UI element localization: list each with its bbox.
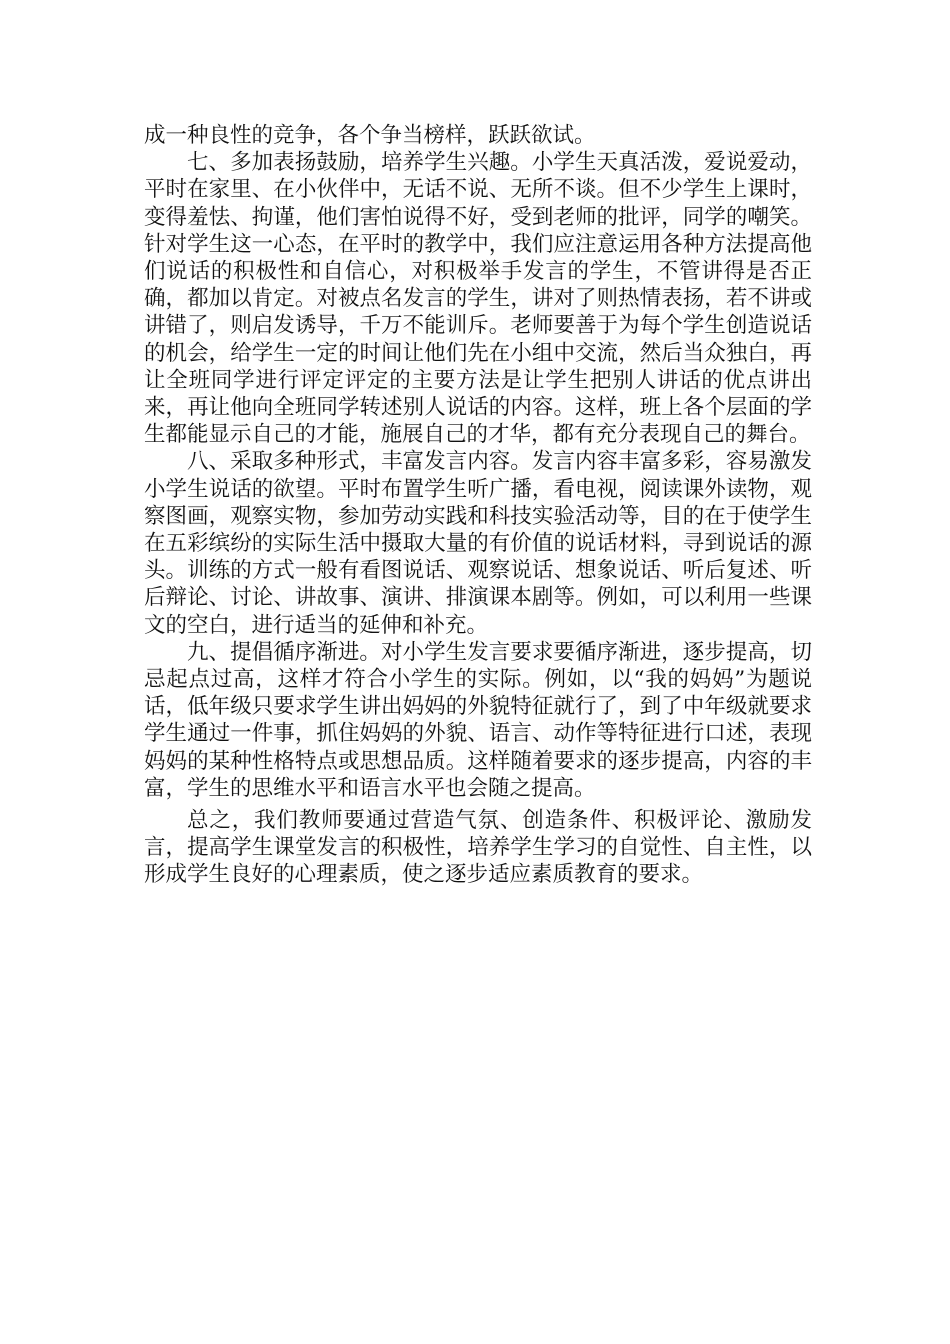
- paragraph-section-9: 九、提倡循序渐进。对小学生发言要求要循序渐进，逐步提高，切忌起点过高，这样才符合小学生的实际。例如，以“我的妈妈”为题说话，低年级只要求学生讲出妈妈的外貌特征就行了，到了中年级就要求学生通过一件事，抓住妈妈的外貌、语言、动作等特征进行口述，表现妈妈的某种性格特点或思想品质。这样随着要求的逐步提高，内容的丰富，学生的思维水平和语言水平也会随之提高。: [144, 639, 812, 801]
- document-page: [144, 122, 812, 889]
- paragraph-section-8: 八、采取多种形式，丰富发言内容。发言内容丰富多彩，容易激发小学生说话的欲望。平时布置学生听广播，看电视，阅读课外读物，观察图画，观察实物，参加劳动实践和科技实验活动等，目的在于使学生在五彩缤纷的实际生活中摄取大量的有价值的说话材料，寻到说话的源头。训练的方式一般有看图说话、观察说话、想象说话、听后复述、听后辩论、讨论、讲故事、演讲、排演课本剧等。例如，可以利用一些课文的空白，进行适当的延伸和补充。: [144, 449, 812, 638]
- paragraph-section-7: 七、多加表扬鼓励，培养学生兴趣。小学生天真活泼，爱说爱动，平时在家里、在小伙伴中，无话不说、无所不谈。但不少学生上课时，变得羞怯、拘谨，他们害怕说得不好，受到老师的批评，同学的嘲笑。针对学生这一心态，在平时的教学中，我们应注意运用各种方法提高他们说话的积极性和自信心，对积极举手发言的学生，不管讲得是否正确，都加以肯定。对被点名发言的学生，讲对了则热情表扬，若不讲或讲错了，则启发诱导，千万不能训斥。老师要善于为每个学生创造说话的机会，给学生一定的时间让他们先在小组中交流，然后当众独白，再让全班同学进行评定评定的主要方法是让学生把别人讲话的优点讲出来，再让他向全班同学转述别人说话的内容。这样，班上各个层面的学生都能显示自己的才能，施展自己的才华，都有充分表现自己的舞台。: [144, 150, 812, 448]
- paragraph-continuation: 成一种良性的竞争，各个争当榜样，跃跃欲试。: [144, 123, 596, 148]
- paragraph-conclusion: 总之，我们教师要通过营造气氛、创造条件、积极评论、激励发言，提高学生课堂发言的积极性，培养学生学习的自觉性、自主性，以形成学生良好的心理素质，使之逐步适应素质教育的要求。: [144, 808, 812, 888]
